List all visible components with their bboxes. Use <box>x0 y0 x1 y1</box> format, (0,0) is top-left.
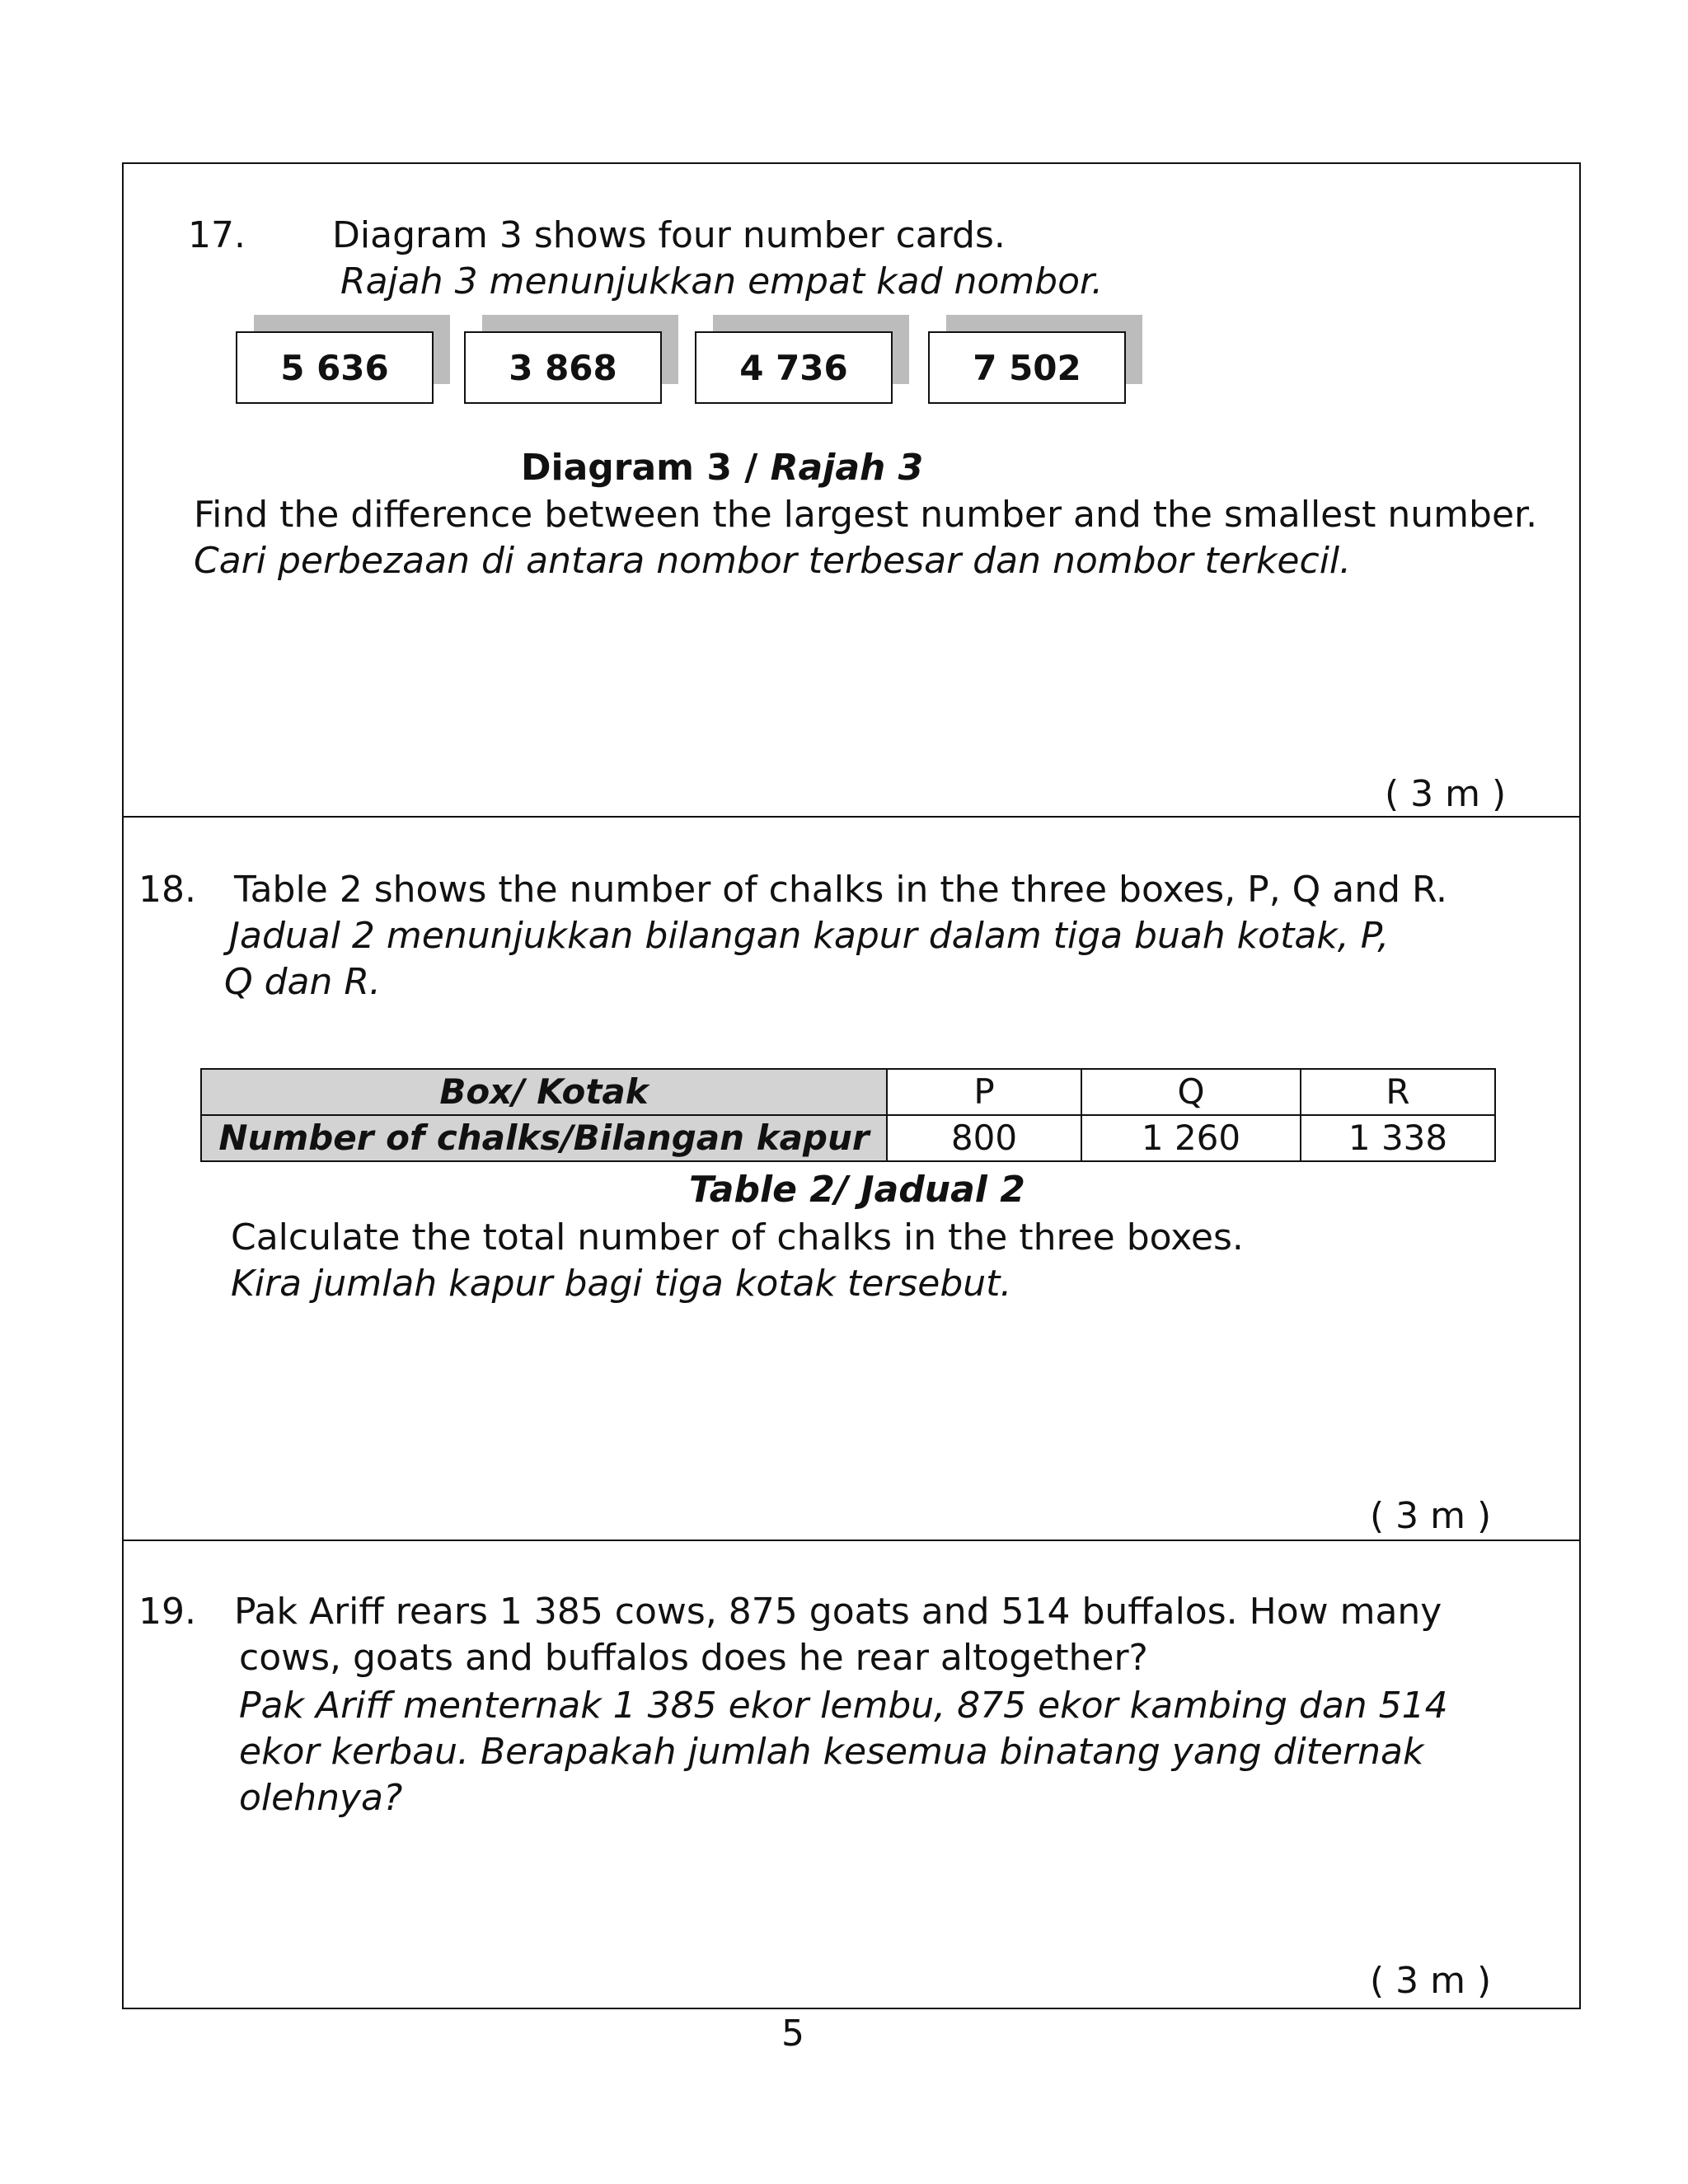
question-text-malay: Jadual 2 menunjukkan bilangan kapur dalam tiga buah kotak, P, <box>229 915 1390 957</box>
divider <box>122 1540 1581 1541</box>
table-cell: 800 <box>887 1115 1081 1161</box>
number-card <box>695 315 909 405</box>
table-header-cell: Box/ Kotak <box>201 1069 887 1115</box>
chalks-table <box>200 1068 1496 1162</box>
question-text-malay: ekor kerbau. Berapakah jumlah kesemua binatang yang diternak <box>239 1731 1424 1773</box>
question-text: Calculate the total number of chalks in the three boxes. <box>231 1216 1244 1258</box>
question-text: Table 2 shows the number of chalks in the three boxes, P, Q and R. <box>234 869 1448 911</box>
diagram-caption: Diagram 3 / Rajah 3 <box>521 447 924 489</box>
marks-label: ( 3 m ) <box>1385 773 1507 815</box>
question-text-malay: Cari perbezaan di antara nombor terbesar dan nombor terkecil. <box>194 540 1352 582</box>
question-text-malay: Q dan R. <box>224 961 381 1003</box>
divider <box>122 816 1581 818</box>
marks-label: ( 3 m ) <box>1370 1960 1492 2002</box>
question-text: Find the difference between the largest number and the smallest number. <box>194 494 1538 536</box>
table-cell: R <box>1301 1069 1495 1115</box>
question-text-malay: Kira jumlah kapur bagi tiga kotak tersebut. <box>231 1263 1012 1305</box>
question-number: 19. <box>138 1591 196 1633</box>
question-text: Pak Ariff rears 1 385 cows, 875 goats and 514 buffalos. How many <box>234 1591 1442 1633</box>
number-card-value: 3 868 <box>464 331 662 404</box>
question-text: Diagram 3 shows four number cards. <box>332 214 1006 256</box>
table-cell: Q <box>1081 1069 1301 1115</box>
table-header-cell: Number of chalks/Bilangan kapur <box>201 1115 887 1161</box>
question-text: cows, goats and buffalos does he rear altogether? <box>239 1637 1148 1679</box>
table-cell: 1 338 <box>1301 1115 1495 1161</box>
table-row <box>201 1069 1495 1115</box>
number-card-value: 7 502 <box>928 331 1126 404</box>
question-text-malay: olehnya? <box>239 1777 403 1819</box>
question-text-malay: Pak Ariff menternak 1 385 ekor lembu, 875 ekor kambing dan 514 <box>239 1685 1448 1727</box>
question-number: 17. <box>188 214 246 256</box>
table-caption: Table 2/ Jadual 2 <box>689 1169 1025 1211</box>
number-card-value: 5 636 <box>236 331 434 404</box>
question-text-malay: Rajah 3 menunjukkan empat kad nombor. <box>340 260 1104 302</box>
number-card-value: 4 736 <box>695 331 893 404</box>
table-cell: P <box>887 1069 1081 1115</box>
number-card <box>464 315 678 405</box>
table-cell: 1 260 <box>1081 1115 1301 1161</box>
page-number: 5 <box>781 2013 804 2055</box>
number-card <box>928 315 1142 405</box>
question-number: 18. <box>138 869 196 911</box>
table-row <box>201 1115 1495 1161</box>
marks-label: ( 3 m ) <box>1370 1495 1492 1537</box>
number-card <box>236 315 450 405</box>
